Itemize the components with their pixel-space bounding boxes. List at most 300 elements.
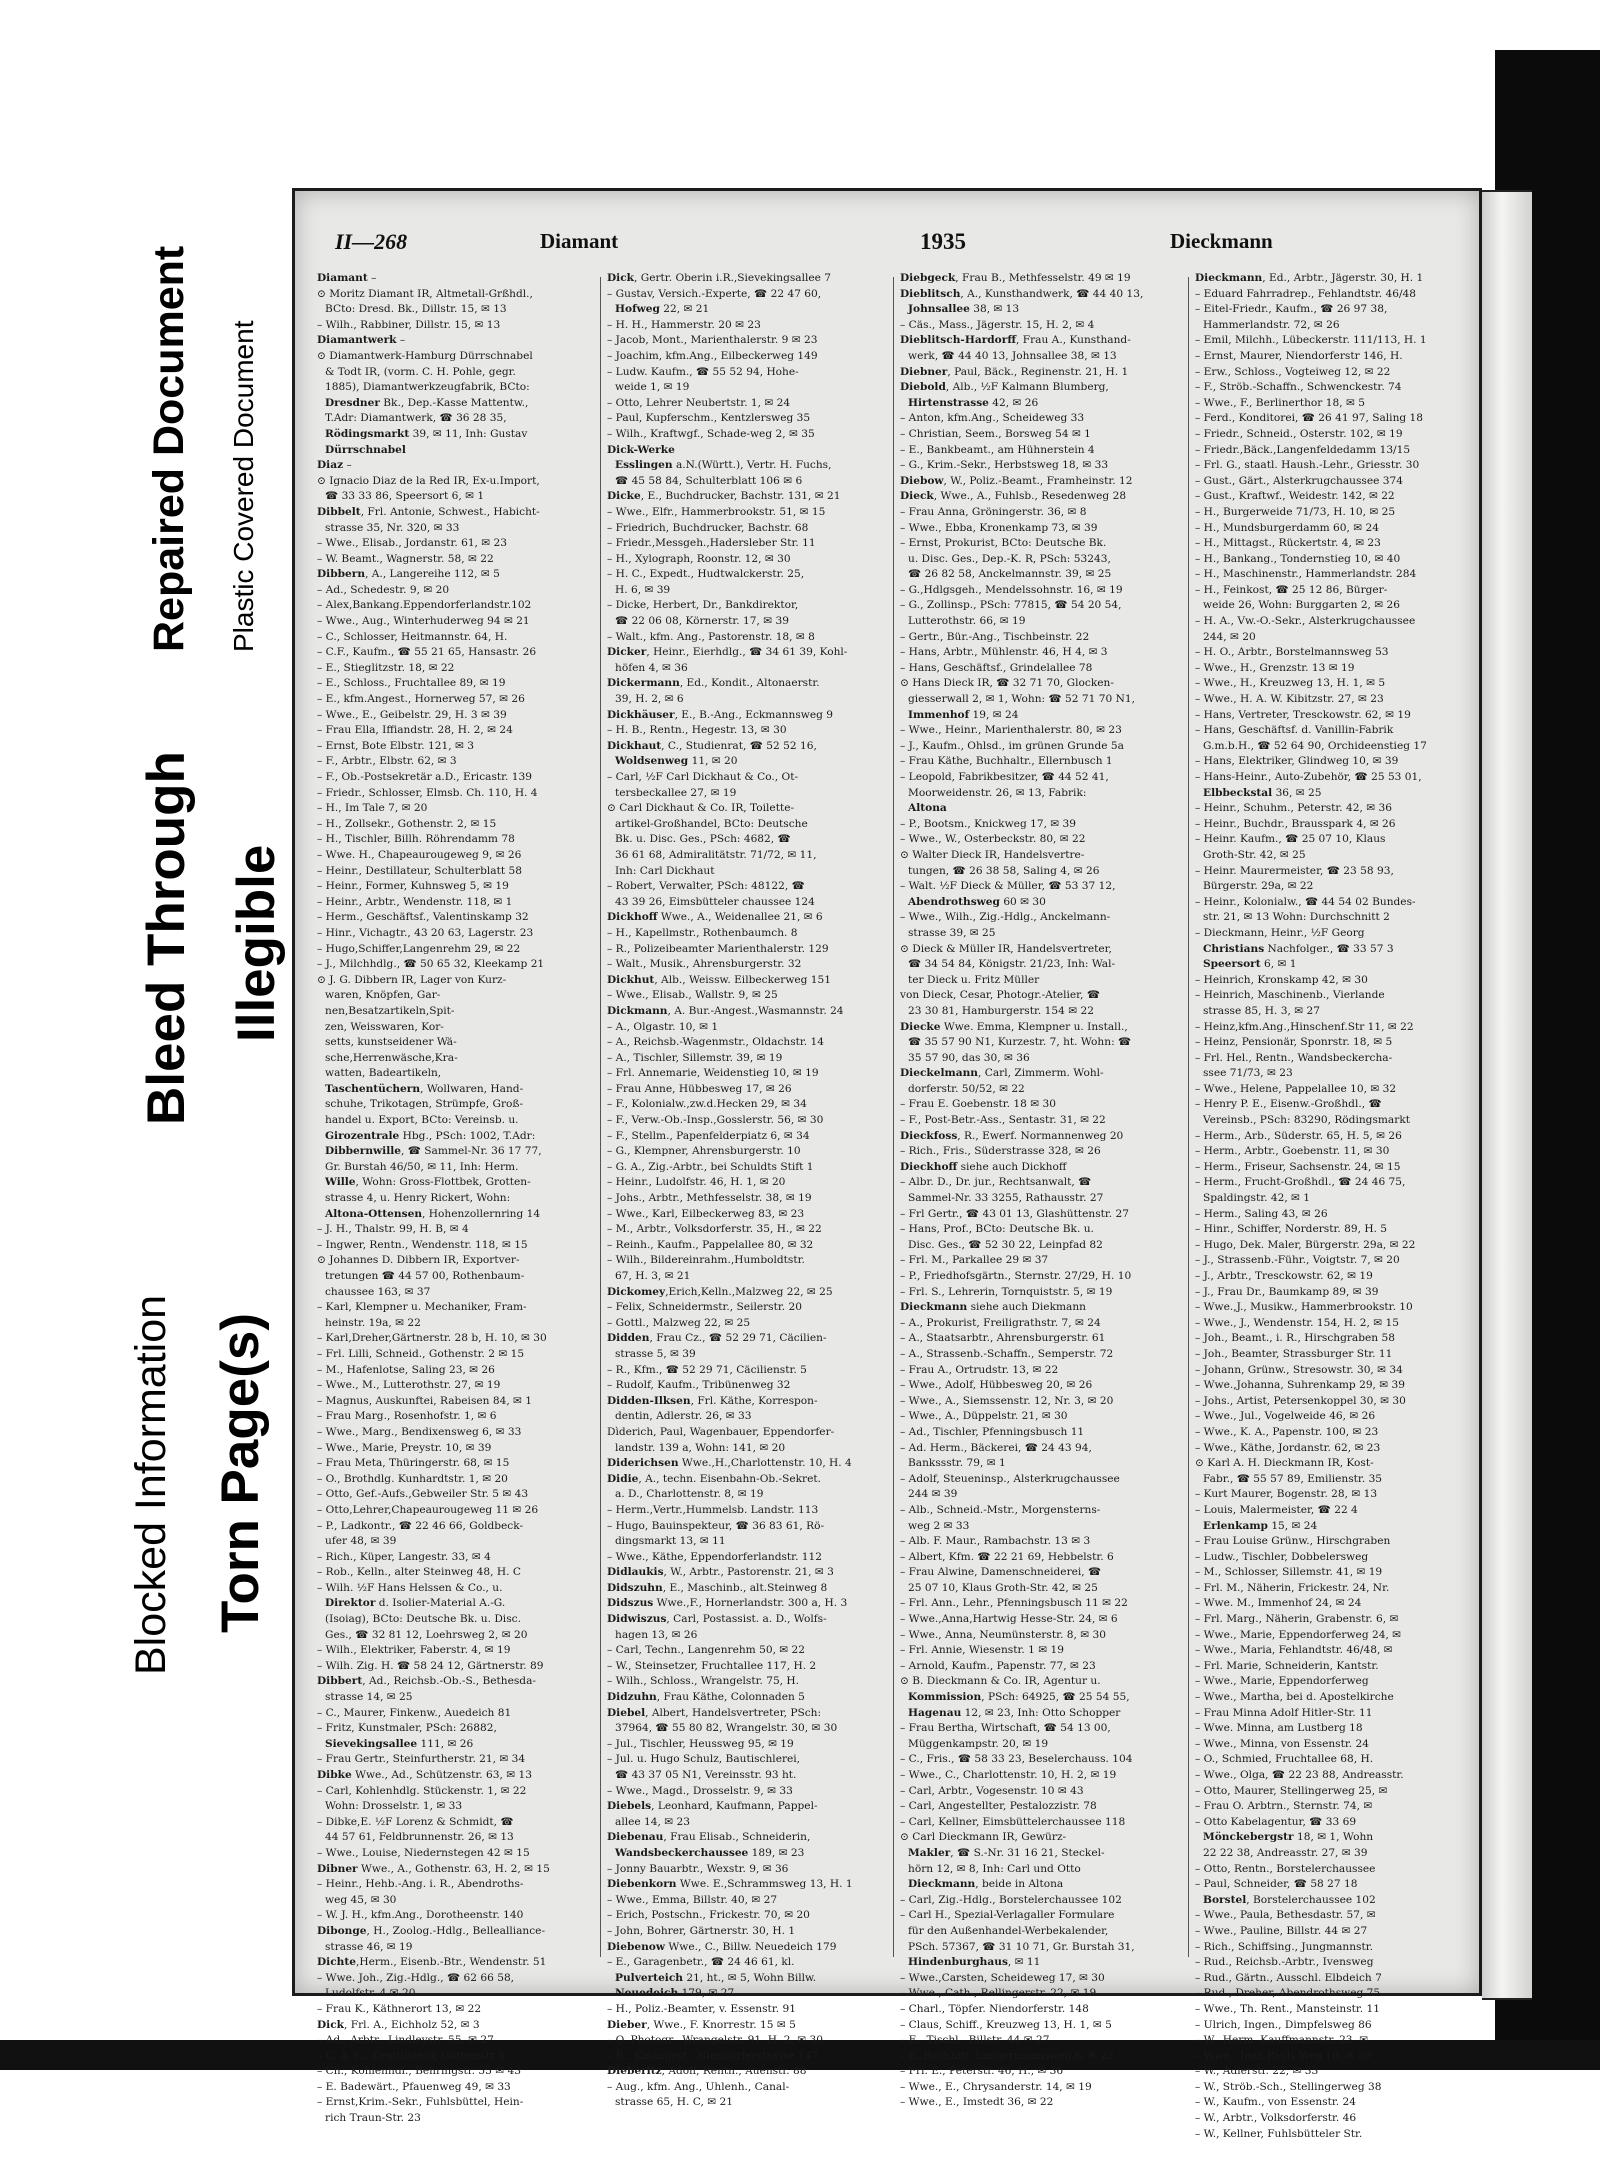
directory-entry-line: – O., Brothdlg. Kunhardtstr. 1, ✉ 20: [317, 1472, 508, 1485]
directory-entry-line: – E. Badewärt., Pfauenweg 49, ✉ 33: [317, 2080, 511, 2093]
directory-entry-line: – Wwe.,Anna,Hartwig Hesse-Str. 24, ✉ 6: [900, 1613, 1118, 1626]
directory-entry-line: – Heinr., Former, Kuhnsweg 5, ✉ 19: [317, 880, 509, 893]
directory-entry-line: Didlaukis, W., Arbtr., Pastorenstr. 21, ✉ 3: [607, 1566, 834, 1579]
directory-entry-line: – P., Bootsm., Knickweg 17, ✉ 39: [900, 817, 1077, 830]
directory-entry-line: watten, Badeartikeln,: [325, 1067, 442, 1080]
directory-entry-line: – Hugo, Bauinspekteur, ☎ 36 83 61, Rö-: [607, 1519, 825, 1532]
directory-entry-line: – Otto Kabelagentur, ☎ 33 69: [1195, 1815, 1357, 1828]
directory-entry-line: – Arnold, Kaufm., Papenstr. 77, ✉ 23: [900, 1659, 1096, 1672]
directory-entry-line: – Wwe., Käthe, Eppendorferlandstr. 112: [607, 1550, 823, 1563]
directory-entry-line: ufer 48, ✉ 39: [325, 1535, 397, 1548]
directory-entry-line: Wohn: Drosselstr. 1, ✉ 33: [325, 1800, 463, 1813]
directory-entry-line: – Heinr., Destillateur, Schulterblatt 58: [317, 864, 522, 877]
directory-entry-line: – Wilh., Bildereinrahm.,Humboldtstr.: [607, 1254, 805, 1267]
directory-entry-line: – Rudolf, Kaufm., Tribünenweg 32: [607, 1379, 791, 1392]
directory-entry-line: (Isoiag), BCto: Deutsche Bk. u. Disc.: [325, 1613, 521, 1626]
directory-entry-line: – F., Arbtr., Elbstr. 62, ✉ 3: [317, 755, 457, 768]
directory-entry-line: – Ernst,Krim.-Sekr., Fuhlsbüttel, Hein-: [317, 2096, 524, 2109]
directory-entry-line: ter Dieck u. Fritz Müller: [908, 973, 1040, 986]
directory-entry-line: – Wwe., Heinr., Marienthalerstr. 80, ✉ 23: [900, 724, 1122, 737]
directory-entry-line: – Ulrich, Ingen., Dimpfelsweg 86: [1195, 2018, 1372, 2031]
directory-entry-line: ssee 71/73, ✉ 23: [1203, 1067, 1293, 1080]
directory-entry-line: ⊙ Dieck & Müller IR, Handelsvertreter,: [900, 942, 1112, 955]
column-2: [607, 271, 885, 2109]
directory-entry-line: Diebenow Wwe., C., Billw. Neuedeich 179: [607, 1940, 837, 1953]
directory-entry-line: Dieck, Wwe., A., Fuhlsb., Resedenweg 28: [900, 490, 1127, 503]
directory-entry-line: – Herm., Arbtr., Goebenstr. 11, ✉ 30: [1195, 1145, 1390, 1158]
directory-entry-line: dingsmarkt 13, ✉ 11: [615, 1535, 726, 1548]
directory-entry-line: – Hugo, Dek. Maler, Bürgerstr. 29a, ✉ 22: [1195, 1238, 1416, 1251]
directory-entry-line: – Wwe., Anna, Neumünsterstr. 8, ✉ 30: [900, 1628, 1106, 1641]
directory-entry-line: – Wwe., Martha, bei d. Apostelkirche: [1195, 1691, 1394, 1704]
directory-entry-line: Dick, Gertr. Oberin i.R.,Sievekingsallee 7: [607, 272, 832, 284]
directory-entry-line: ☎ 35 57 90 N1, Kurzestr. 7, ht. Wohn: ☎: [908, 1036, 1132, 1049]
directory-entry-line: – Wwe., H., Grenzstr. 13 ✉ 19: [1195, 661, 1355, 674]
directory-entry-line: – Wwe., Ebba, Kronenkamp 73, ✉ 39: [900, 521, 1098, 534]
directory-entry-line: – G., Klempner, Ahrensburgerstr. 10: [607, 1145, 801, 1158]
directory-entry-line: ⊙ Hans Dieck IR, ☎ 32 71 70, Glocken-: [900, 677, 1114, 690]
directory-entry-line: – Wwe.,Carsten, Scheideweg 17, ✉ 30: [900, 1971, 1105, 1984]
directory-entry-line: – C. A. C., Destillateur, Gothenstr 6: [317, 2049, 506, 2062]
directory-entry-line: – Rich., Fris., Süderstrasse 328, ✉ 26: [900, 1145, 1101, 1158]
directory-entry-line: – O., Schmied, Fruchtallee 68, H.: [1195, 1753, 1374, 1766]
directory-entry-line: 37964, ☎ 55 80 82, Wrangelstr. 30, ✉ 30: [615, 1722, 838, 1735]
column-rule: [600, 277, 601, 1957]
directory-entry-line: dentin, Adlerstr. 26, ✉ 33: [615, 1410, 752, 1423]
directory-entry-line: – M., Schlosser, Sillemstr. 41, ✉ 19: [1195, 1566, 1383, 1579]
right-running-head: Dieckmann: [1170, 229, 1273, 253]
directory-entry-line: – Frl. Hel., Rentn., Wandsbeckercha-: [1195, 1051, 1393, 1064]
directory-entry-line: – Wwe., H. A. W. Kibitzstr. 27, ✉ 23: [1195, 693, 1384, 706]
directory-entry-line: – Ernst, Bote Elbstr. 121, ✉ 3: [317, 739, 474, 752]
directory-entry-line: – A., Olgastr. 10, ✉ 1: [607, 1020, 719, 1033]
directory-entry-line: rich Traun-Str. 23: [325, 2112, 421, 2125]
directory-entry-line: zen, Weisswaren, Kor-: [325, 1020, 444, 1033]
directory-entry-line: – Carl, Techn., Langenrehm 50, ✉ 22: [607, 1644, 806, 1657]
directory-entry-line: – Emil, Milchh., Lübeckerstr. 111/113, H. 1: [1195, 334, 1427, 347]
directory-entry-line: – Heinr., Arbtr., Wendenstr. 118, ✉ 1: [317, 895, 513, 908]
directory-entry-line: – Heinr. Kaufm., ☎ 25 07 10, Klaus: [1195, 833, 1386, 846]
directory-entry-line: – Wwe., A., Siemssenstr. 12, Nr. 3, ✉ 20: [900, 1394, 1114, 1407]
directory-entry-line: sche,Herrenwäsche,Kra-: [325, 1051, 458, 1064]
directory-entry-line: – Frau Alwine, Damenschneiderei, ☎: [900, 1566, 1102, 1579]
directory-entry-line: – Friedr., Schlosser, Elmsb. Ch. 110, H. 4: [317, 786, 538, 799]
directory-entry-line: – H., Kapellmstr., Rothenbaumch. 8: [607, 926, 798, 939]
directory-entry-line: – Wwe., Emma, Billstr. 40, ✉ 27: [607, 1893, 778, 1906]
directory-entry-line: Dresdner Bk., Dep.-Kasse Mattentw.,: [325, 396, 529, 409]
directory-entry-line: – Hans, Arbtr., Mühlenstr. 46, H 4, ✉ 3: [900, 646, 1108, 659]
directory-entry-line: 36 61 68, Admiralitätstr. 71/72, ✉ 11,: [615, 848, 817, 861]
directory-entry-line: hörn 12, ✉ 8, Inh: Carl und Otto: [908, 1862, 1081, 1875]
directory-entry-line: Dickermann, Ed., Kondit., Altonaerstr.: [607, 677, 820, 690]
directory-entry-line: – Rud., Gärtn., Ausschl. Elbdeich 7: [1195, 1971, 1382, 1984]
directory-entry-line: – John, Bohrer, Gärtnerstr. 30, H. 1: [607, 1924, 796, 1937]
directory-entry-line: – Wwe., Adolf, Hübbesweg 20, ✉ 26: [900, 1379, 1093, 1392]
directory-entry-line: waren, Knöpfen, Gar-: [325, 989, 441, 1002]
directory-entry-line: – Wwe., Minna, von Essenstr. 24: [1195, 1737, 1369, 1750]
directory-entry-line: – W., Kaufm., von Essenstr. 24: [1195, 2096, 1356, 2109]
directory-entry-line: Diecke Wwe. Emma, Klempner u. Install.,: [900, 1020, 1128, 1033]
directory-entry-line: Diaz –: [317, 459, 352, 472]
directory-entry-line: – Frl. M., Näherin, Frickestr. 24, Nr.: [1195, 1581, 1390, 1594]
directory-entry-line: – Wwe., Elisab., Jordanstr. 61, ✉ 23: [317, 537, 508, 550]
directory-entry-line: Pulverteich 21, ht., ✉ 5, Wohn Billw.: [615, 1971, 817, 1984]
directory-entry-line: Dìderich, Paul, Wagenbauer, Eppendorfer-: [607, 1425, 835, 1438]
directory-entry-line: Dieckmann siehe auch Diekmann: [900, 1301, 1086, 1314]
directory-entry-line: – Felix, Schneidermstr., Seilerstr. 20: [607, 1301, 802, 1314]
stamp-blocked-information: Blocked Information: [127, 1294, 175, 1675]
directory-entry-line: – H., Mundsburgerdamm 60, ✉ 24: [1195, 521, 1379, 534]
directory-entry-line: – Frl. E., Peterstr. 46, H., ✉ 36: [900, 2065, 1064, 2078]
directory-entry-line: Diebgeck, Frau B., Methfesselstr. 49 ✉ 19: [900, 272, 1131, 284]
directory-entry-line: – J., Frau Dr., Baumkamp 89, ✉ 39: [1195, 1285, 1379, 1298]
directory-entry-line: T.Adr: Diamantwerk, ☎ 36 28 35,: [325, 412, 507, 425]
directory-entry-line: – Carl, Kellner, Eimsbüttelerchaussee 118: [900, 1815, 1126, 1828]
directory-entry-line: von Dieck, Cesar, Photogr.-Atelier, ☎: [900, 989, 1101, 1002]
directory-entry-line: Sievekingsallee 111, ✉ 26: [325, 1737, 474, 1750]
directory-entry-line: Vereinsb., PSch: 83290, Rödingsmarkt: [1203, 1114, 1410, 1127]
directory-entry-line: – Reinh., Kaufm., Pappelallee 80, ✉ 32: [607, 1238, 814, 1251]
directory-entry-line: – Gustav, Versich.-Experte, ☎ 22 47 60,: [607, 287, 822, 300]
directory-entry-line: Borstel, Borstelerchaussee 102: [1203, 1893, 1376, 1906]
directory-entry-line: – Wwe., Magd., Drosselstr. 9, ✉ 33: [607, 1784, 793, 1797]
directory-entry-line: – H. O., Arbtr., Borstelmannsweg 53: [1195, 646, 1389, 659]
directory-entry-line: – E., Schloss., Fruchtallee 89, ✉ 19: [317, 677, 506, 690]
directory-entry-line: 244 ✉ 39: [908, 1488, 958, 1501]
directory-entry-line: G.m.b.H., ☎ 52 64 90, Orchideenstieg 17: [1203, 739, 1427, 752]
directory-entry-line: – H., Feinkost, ☎ 25 12 86, Bürger-: [1195, 583, 1388, 596]
directory-entry-line: Lutterothstr. 66, ✉ 19: [908, 615, 1026, 628]
directory-entry-line: – G., Krim.-Sekr., Herbstsweg 18, ✉ 33: [900, 459, 1109, 472]
directory-entry-line: – A., Reichsb.-Wagenmstr., Oldachstr. 14: [607, 1036, 825, 1049]
facing-page-edge: [1482, 190, 1532, 2000]
directory-entry-line: weg 45, ✉ 30: [325, 1893, 397, 1906]
directory-entry-line: – F., Verw.-Ob.-Insp.,Gosslerstr. 56, ✉ 30: [607, 1114, 824, 1127]
directory-entry-line: Hindenburghaus, ✉ 11: [908, 1956, 1041, 1969]
directory-entry-line: Dürrschnabel: [325, 443, 406, 456]
directory-entry-line: – A., Prokurist, Freiligrathstr. 7, ✉ 24: [900, 1316, 1101, 1329]
directory-entry-line: Dichte,Herm., Eisenb.-Btr., Wendenstr. 51: [317, 1956, 547, 1969]
directory-entry-line: – Wwe., Helene, Pappelallee 10, ✉ 32: [1195, 1082, 1397, 1095]
directory-entry-line: Rödingsmarkt 39, ✉ 11, Inh: Gustav: [325, 427, 528, 440]
directory-entry-line: schuhe, Trikotagen, Strümpfe, Groß-: [325, 1098, 524, 1111]
directory-entry-line: – Alb. F. Maur., Rambachstr. 13 ✉ 3: [900, 1535, 1091, 1548]
directory-entry-line: – Dieckmann, Heinr., ½F Georg: [1195, 926, 1365, 939]
directory-entry-line: chaussee 163, ✉ 37: [325, 1285, 431, 1298]
directory-entry-line: – Wilh., Kraftwgf., Schade-weg 2, ✉ 35: [607, 427, 815, 440]
directory-entry-line: – Hans, Geschäftsf. d. Vanillin-Fabrik: [1195, 724, 1394, 737]
directory-entry-line: – H., Xylograph, Roonstr. 12, ✉ 30: [607, 552, 791, 565]
directory-entry-line: – Otto, Maurer, Stellingerweg 25, ✉: [1195, 1784, 1388, 1797]
directory-entry-line: – Ch., Kohlenhdl., Behringstr. 55 ✉ 43: [317, 2065, 521, 2078]
directory-entry-line: – E., Tischl., Billstr. 44 ✉ 27: [900, 2034, 1050, 2047]
directory-entry-line: – Otto, Lehrer Neubertstr. 1, ✉ 24: [607, 396, 791, 409]
directory-entry-line: – Wwe., J., Wendenstr. 154, H. 2, ✉ 15: [1195, 1316, 1399, 1329]
directory-entry-line: – Heinr., Schuhm., Peterstr. 42, ✉ 36: [1195, 802, 1392, 815]
directory-entry-line: – Friedrich, Buchdrucker, Bachstr. 68: [607, 521, 809, 534]
directory-entry-line: Neuedeich 179, ✉ 27: [615, 1987, 735, 2000]
directory-entry-line: ☎ 43 37 05 N1, Vereinsstr. 93 ht.: [615, 1769, 797, 1781]
column-1: [317, 271, 592, 2125]
directory-entry-line: – Wwe., Aug., Winterhuderweg 94 ✉ 21: [317, 615, 530, 628]
directory-entry-line: – H., Maschinenstr., Hammerlandstr. 284: [1195, 568, 1417, 581]
directory-entry-line: u. Disc. Ges., Dep.-K. R, PSch: 53243,: [908, 552, 1111, 565]
directory-entry-line: Didszus Wwe.,F., Hornerlandstr. 300 a, H. 3: [607, 1597, 848, 1610]
directory-entry-line: – Karl,Dreher,Gärtnerstr. 28 b, H. 10, ✉ 30: [317, 1332, 547, 1345]
directory-entry-line: – Wwe., Th. Rent., Mansteinstr. 11: [1195, 2002, 1381, 2015]
directory-entry-line: – Heinr., Hehb.-Ang. i. R., Abendroths-: [317, 1878, 524, 1891]
directory-entry-line: – Hinr., Vichagtr., 43 20 63, Lagerstr. 23: [317, 926, 534, 939]
directory-entry-line: – Joh., Beamter, Strassburger Str. 11: [1195, 1347, 1393, 1360]
directory-entry-line: – Wwe., E., Geibelstr. 29, H. 3 ✉ 39: [317, 708, 507, 721]
directory-entry-line: – Ernst, Prokurist, BCto: Deutsche Bk.: [900, 537, 1107, 550]
directory-entry-line: – Hans, Vertreter, Tresckowstr. 62, ✉ 19: [1195, 708, 1411, 721]
directory-entry-line: – J., Milchhdlg., ☎ 50 65 32, Kleekamp 21: [317, 958, 545, 971]
directory-entry-line: – M., Arbtr., Volksdorferstr. 35, H., ✉ 22: [607, 1223, 822, 1236]
directory-entry-line: hagen 13, ✉ 26: [615, 1628, 698, 1641]
directory-entry-line: – E., Garagenbetr., ☎ 24 46 61, kl.: [607, 1956, 795, 1969]
directory-entry-line: – H., Mittagst., Rückertstr. 4, ✉ 23: [1195, 537, 1381, 550]
directory-entry-line: Gr. Burstah 46/50, ✉ 11, Inh: Herm.: [325, 1160, 519, 1173]
directory-entry-line: – Frau Ella, Iffiandstr. 28, H. 2, ✉ 24: [317, 724, 513, 737]
directory-entry-line: – Johs., Arbtr., Methfesselstr. 38, ✉ 19: [607, 1192, 812, 1205]
directory-entry-line: – Wilh., Elektriker, Faberstr. 4, ✉ 19: [317, 1644, 511, 1657]
directory-entry-line: – Wwe., Elisab., Wallstr. 9, ✉ 25: [607, 989, 778, 1002]
directory-entry-line: Diamant –: [317, 272, 377, 284]
directory-entry-line: – W., Arbtr., Volksdorferstr. 46: [1195, 2112, 1357, 2125]
directory-entry-line: Groth-Str. 42, ✉ 25: [1203, 848, 1306, 861]
directory-entry-line: – Wwe., Pauline, Billstr. 44 ✉ 27: [1195, 1924, 1368, 1937]
column-rule: [893, 277, 894, 1957]
directory-entry-line: – Heinrich, Maschinenb., Vierlande: [1195, 989, 1385, 1002]
directory-entry-line: – Frl Gertr., ☎ 43 01 13, Glashüttenstr. 27: [900, 1207, 1130, 1220]
directory-entry-line: Dick, Frl. A., Eichholz 52, ✉ 3: [317, 2018, 480, 2031]
directory-entry-line: – Ingwer, Rentn., Wendenstr. 118, ✉ 15: [317, 1238, 528, 1251]
directory-entry-line: – Frau O. Arbtrn., Sternstr. 74, ✉: [1195, 1800, 1373, 1813]
directory-entry-line: Dieckhoff siehe auch Dickhoff: [900, 1160, 1067, 1173]
directory-entry-line: strasse 5, ✉ 39: [615, 1347, 696, 1360]
directory-entry-line: – Wwe., Jul., Vogelweide 46, ✉ 26: [1195, 1410, 1376, 1423]
directory-entry-line: – Carl H., Spezial-Verlagaller Formulare: [900, 1909, 1115, 1922]
directory-entry-line: – Frau K., Käthnerort 13, ✉ 22: [317, 2002, 482, 2015]
directory-entry-line: – J., Arbtr., Tresckowstr. 62, ✉ 19: [1195, 1270, 1373, 1282]
directory-entry-line: dorferstr. 50/52, ✉ 22: [908, 1082, 1025, 1095]
directory-entry-line: – C., Schlosser, Heitmannstr. 64, H.: [317, 630, 508, 643]
directory-entry-line: Dicker, Heinr., Eierhdlg., ☎ 34 61 39, Kohl-: [607, 646, 848, 659]
stamp-bleed-through: Bleed Through: [137, 751, 196, 1125]
directory-entry-line: Dibke Wwe., Ad., Schützenstr. 63, ✉ 13: [317, 1769, 532, 1781]
directory-entry-line: – H. H., Hammerstr. 20 ✉ 23: [607, 318, 761, 331]
directory-entry-line: – Frau A., Ortrudstr. 13, ✉ 22: [900, 1363, 1059, 1376]
directory-entry-line: Mönckebergstr 18, ✉ 1, Wohn: [1203, 1831, 1374, 1844]
directory-entry-line: Dibbern, A., Langereihe 112, ✉ 5: [317, 568, 500, 581]
directory-entry-line: – Henry P. E., Eisenw.-Großhdl., ☎: [1195, 1098, 1382, 1111]
directory-entry-line: strasse 39, ✉ 25: [908, 926, 996, 939]
directory-entry-line: Diderichsen Wwe.,H.,Charlottenstr. 10, H. 4: [607, 1457, 852, 1470]
directory-entry-line: Altona-Ottensen, Hohenzollernring 14: [325, 1207, 541, 1220]
directory-entry-line: Didszuhn, E., Maschinb., alt.Steinweg 8: [607, 1581, 828, 1594]
directory-entry-line: – W., Herm. Kauffmannstr. 23, ✉: [1195, 2034, 1369, 2047]
directory-entry-line: – Frau Gertr., Steinfurtherstr. 21, ✉ 34: [317, 1753, 526, 1766]
left-running-head: Diamant: [540, 229, 619, 253]
directory-entry-line: – Wwe., Paula, Bethesdastr. 57, ✉: [1195, 1909, 1376, 1922]
directory-entry-line: Dibner Wwe., A., Gothenstr. 63, H. 2, ✉ 15: [317, 1862, 550, 1875]
directory-entry-line: – Gottl., Malzweg 22, ✉ 25: [607, 1316, 751, 1329]
directory-entry-line: – Wwe., Marie, Eppendorferweg: [1195, 1675, 1369, 1688]
directory-entry-line: PSch. 57367, ☎ 31 10 71, Gr. Burstah 31,: [908, 1940, 1135, 1953]
directory-entry-line: – Rich., Küper, Langestr. 33, ✉ 4: [317, 1550, 491, 1563]
directory-entry-line: Didwiszus, Carl, Postassist. a. D., Wolfs-: [607, 1613, 827, 1626]
directory-entry-line: – G.,Hdlgsgeh., Mendelssohnstr. 16, ✉ 19: [900, 583, 1123, 596]
directory-entry-line: Didzuhn, Frau Käthe, Colonnaden 5: [607, 1691, 805, 1704]
directory-entry-line: Esslingen a.N.(Württ.), Vertr. H. Fuchs,: [615, 459, 832, 472]
directory-entry-line: – Otto,Lehrer,Chapeaurougeweg 11 ✉ 26: [317, 1503, 539, 1516]
directory-entry-line: allee 14, ✉ 23: [615, 1815, 690, 1828]
directory-entry-line: setts, kunstseidener Wä-: [325, 1036, 457, 1049]
directory-entry-line: Moorweidenstr. 26, ✉ 13, Fabrik:: [908, 786, 1087, 799]
directory-entry-line: – Alex,Bankang.Eppendorferlandstr.102: [317, 599, 532, 612]
directory-entry-line: – Joh., Beamt., i. R., Hirschgraben 58: [1195, 1332, 1395, 1345]
directory-entry-line: – Rud., Dreher, Abendrothsweg 75: [1195, 1987, 1381, 2000]
directory-entry-line: – Albert, Kfm. ☎ 22 21 69, Hebbelstr. 6: [900, 1550, 1114, 1563]
directory-entry-line: Dieblitsch, A., Kunsthandwerk, ☎ 44 40 13,: [900, 287, 1144, 300]
directory-entry-line: – Frau Minna Adolf Hitler-Str. 11: [1195, 1706, 1373, 1719]
directory-entry-line: – Heinz,kfm.Ang.,Hinschenf.Str 11, ✉ 22: [1195, 1020, 1414, 1033]
directory-entry-line: & Todt IR, (vorm. C. H. Pohle, gegr.: [325, 365, 516, 378]
directory-entry-line: ⊙ Johannes D. Dibbern IR, Exportver-: [317, 1254, 520, 1267]
directory-entry-line: – Wwe. H., Chapeaurougeweg 9, ✉ 26: [317, 848, 522, 861]
directory-entry-line: – Wwe., Käthe, Jordanstr. 62, ✉ 23: [1195, 1441, 1381, 1454]
directory-entry-line: – H. A., Vw.-O.-Sekr., Alsterkrugchaussee: [1195, 615, 1416, 628]
directory-entry-line: Wandsbeckerchaussee 189, ✉ 23: [615, 1846, 805, 1859]
directory-entry-line: Diebel, Albert, Handelsvertreter, PSch:: [607, 1706, 822, 1719]
directory-entry-line: – F., Ob.-Postsekretär a.D., Ericastr. 139: [317, 771, 532, 783]
directory-entry-line: – Adolf, Steueninsp., Alsterkrugchaussee: [900, 1472, 1120, 1485]
directory-entry-line: – Wwe., Olga, ☎ 22 23 88, Andreasstr.: [1195, 1769, 1404, 1781]
directory-entry-line: – Jacob, Mont., Marienthalerstr. 9 ✉ 23: [607, 334, 818, 347]
directory-entry-line: Diamantwerk –: [317, 334, 406, 347]
directory-entry-line: 39, H. 2, ✉ 6: [615, 693, 684, 706]
directory-entry-line: Dick-Werke: [607, 443, 675, 456]
directory-entry-line: strasse 4, u. Henry Rickert, Wohn:: [325, 1192, 511, 1205]
directory-entry-line: – Frau Anna, Gröningerstr. 36, ✉ 8: [900, 505, 1087, 518]
directory-entry-line: – Frau Bertha, Wirtschaft, ☎ 54 13 00,: [900, 1722, 1111, 1735]
directory-entry-line: Dickomey,Erich,Kelln.,Malzweg 22, ✉ 25: [607, 1285, 833, 1298]
directory-entry-line: – Frl. M., Parkallee 29 ✉ 37: [900, 1254, 1049, 1267]
directory-entry-line: – Wwe., Jean Pauls Weg 10, ✉ 39: [1195, 2049, 1372, 2062]
directory-entry-line: – Herm., Frucht-Großhdl., ☎ 24 46 75,: [1195, 1176, 1406, 1189]
directory-entry-line: – Claus, Schiff., Kreuzweg 13, H. 1, ✉ 5: [900, 2018, 1112, 2031]
directory-entry-line: – Ernst, Maurer, Niendorferstr 146, H.: [1195, 349, 1403, 362]
directory-entry-line: Johnsallee 38, ✉ 13: [908, 303, 1020, 316]
directory-entry-line: Diebner, Paul, Bäck., Reginenstr. 21, H. 1: [900, 365, 1129, 378]
directory-entry-line: – Carl, Kohlenhdlg. Stückenstr. 1, ✉ 22: [317, 1784, 527, 1797]
directory-entry-line: Hagenau 12, ✉ 23, Inh: Otto Schopper: [908, 1706, 1121, 1719]
directory-entry-line: – Hans-Heinr., Auto-Zubehör, ☎ 25 53 01,: [1195, 771, 1422, 783]
directory-entry-line: – Frau Anne, Hübbesweg 17, ✉ 26: [607, 1082, 792, 1095]
directory-entry-line: weide 26, Wohn: Burggarten 2, ✉ 26: [1203, 599, 1401, 612]
directory-entry-line: Hirtenstrasse 42, ✉ 26: [908, 396, 1039, 409]
directory-entry-line: – Carl, Angestellter, Pestalozzistr. 78: [900, 1800, 1097, 1813]
directory-entry-line: – Frl. Marg., Näherin, Grabenstr. 6, ✉: [1195, 1613, 1399, 1626]
directory-entry-line: – W., Steinsetzer, Fruchtallee 117, H. 2: [607, 1659, 817, 1672]
directory-entry-line: Bk. u. Disc. Ges., PSch: 4682, ☎: [615, 833, 791, 846]
directory-entry-line: – Wwe., Karl, Eilbeckerweg 83, ✉ 23: [607, 1207, 805, 1220]
directory-entry-line: – Fritz, Kunstmaler, PSch: 26882,: [317, 1722, 497, 1735]
directory-entry-line: – Paul, Kupferschm., Kentzlersweg 35: [607, 412, 811, 425]
directory-entry-line: – Robert, Verwalter, PSch: 48122, ☎: [607, 880, 805, 893]
directory-entry-line: – Wilh. Zig. H. ☎ 58 24 12, Gärtnerstr. 89: [317, 1659, 544, 1672]
directory-entry-line: – Gust., Gärt., Alsterkrugchaussee 374: [1195, 474, 1403, 487]
directory-entry-line: – C., Fris., ☎ 58 33 23, Beselerchauss. 104: [900, 1753, 1133, 1766]
directory-entry-line: – Frl. Annie, Wiesenstr. 1 ✉ 19: [900, 1644, 1064, 1657]
directory-entry-line: ⊙ B. Dieckmann & Co. IR, Agentur u.: [900, 1675, 1101, 1688]
directory-entry-line: – Wwe., Elfr., Hammerbrookstr. 51, ✉ 15: [607, 505, 826, 518]
directory-entry-line: – Walt., Musik., Ahrensburgerstr. 32: [607, 958, 802, 971]
directory-entry-line: 22 22 38, Andreasstr. 27, ✉ 39: [1203, 1846, 1368, 1859]
directory-entry-line: – W., Ströb.-Sch., Stellingerweg 38: [1195, 2080, 1382, 2093]
directory-entry-line: – Eitel-Friedr., Kaufm., ☎ 26 97 38,: [1195, 303, 1388, 316]
directory-entry-line: für den Außenhandel-Werbekalender,: [908, 1924, 1109, 1937]
page-header: [335, 229, 1435, 259]
directory-entry-line: – P., Ladkontr., ☎ 22 46 66, Goldbeck-: [317, 1519, 524, 1532]
directory-entry-line: – Wwe., Marie, Eppendorferweg 24, ✉: [1195, 1628, 1402, 1641]
directory-entry-line: ☎ 45 58 84, Schulterblatt 106 ✉ 6: [615, 474, 803, 487]
directory-entry-line: – Joachim, kfm.Ang., Eilbeckerweg 149: [607, 349, 818, 362]
directory-entry-line: – Ad., Tischler, Pfenningsbusch 11: [900, 1425, 1085, 1438]
directory-entry-line: Disc. Ges., ☎ 52 30 22, Leinpfad 82: [908, 1238, 1103, 1251]
directory-entry-line: – Heinr., Kolonialw., ☎ 44 54 02 Bundes-: [1195, 895, 1416, 908]
directory-entry-line: 44 57 61, Feldbrunnenstr. 26, ✉ 13: [325, 1831, 514, 1844]
directory-entry-line: – Otto, Gef.-Aufs.,Gebweiler Str. 5 ✉ 43: [317, 1488, 529, 1501]
directory-entry-line: Inh: Carl Dickhaut: [615, 864, 715, 877]
directory-entry-line: – Wwe., E., Chrysanderstr. 14, ✉ 19: [900, 2080, 1092, 2093]
directory-entry-line: – Wilh. ½F Hans Helssen & Co., u.: [317, 1581, 503, 1594]
directory-entry-line: Didden, Frau Cz., ☎ 52 29 71, Cäcilien-: [607, 1332, 827, 1345]
directory-entry-line: – Kurt Maurer, Bogenstr. 28, ✉ 13: [1195, 1488, 1378, 1501]
directory-entry-line: Didie, A., techn. Eisenbahn-Ob.-Sekret.: [607, 1472, 822, 1485]
directory-entry-line: – Jul., Tischler, Heussweg 95, ✉ 19: [607, 1737, 794, 1750]
directory-entry-line: Woldsenweg 11, ✉ 20: [615, 755, 738, 768]
directory-entry-line: BCto: Dresd. Bk., Dillstr. 15, ✉ 13: [325, 303, 507, 316]
column-3: [900, 271, 1180, 2109]
directory-entry-line: – Herm., Friseur, Sachsenstr. 24, ✉ 15: [1195, 1160, 1401, 1173]
directory-entry-line: 25 07 10, Klaus Groth-Str. 42, ✉ 25: [908, 1581, 1098, 1594]
column-rule: [1188, 277, 1189, 1957]
directory-entry-line: – Carl, ½F Carl Dickhaut & Co., Ot-: [607, 771, 799, 783]
directory-entry-line: – Wilh., Rabbiner, Dillstr. 15, ✉ 13: [317, 318, 501, 331]
directory-entry-line: – W., Adlerstr. 22, ✉ 33: [1195, 2065, 1319, 2078]
directory-entry-line: Müggenkampstr. 20, ✉ 19: [908, 1737, 1049, 1750]
directory-entry-line: Erlenkamp 15, ✉ 24: [1203, 1519, 1318, 1532]
directory-entry-line: – E., kfm.Angest., Hornerweg 57, ✉ 26: [317, 693, 525, 706]
directory-entry-line: weg 2 ✉ 33: [908, 1519, 970, 1532]
directory-entry-line: – Frl. S., Lehrerin, Tornquiststr. 5, ✉ 19: [900, 1285, 1113, 1298]
directory-entry-line: – Hans, Elektriker, Glindweg 10, ✉ 39: [1195, 755, 1399, 768]
directory-entry-line: – Anton, kfm.Ang., Scheideweg 33: [900, 412, 1085, 425]
directory-entry-line: ⊙ Carl Dickhaut & Co. IR, Toilette-: [607, 802, 795, 815]
directory-entry-line: Sammel-Nr. 33 3255, Rathausstr. 27: [908, 1192, 1104, 1205]
directory-entry-line: – Frau Käthe, Buchhaltr., Ellernbusch 1: [900, 755, 1113, 768]
directory-entry-line: Dickhäuser, E., B.-Ang., Eckmannsweg 9: [607, 708, 833, 721]
directory-entry-line: – Ferd., Konditorei, ☎ 26 41 97, Saling 18: [1195, 412, 1424, 425]
directory-entry-line: – Louis, Malermeister, ☎ 22 4: [1195, 1503, 1358, 1516]
directory-entry-line: – Herm., Geschäftsf., Valentinskamp 32: [317, 911, 529, 924]
directory-entry-line: ☎ 26 82 58, Anckelmannstr. 39, ✉ 25: [908, 568, 1112, 581]
directory-entry-line: ⊙ Walter Dieck IR, Handelsvertre-: [900, 848, 1085, 861]
directory-entry-line: – E., Bankbeamt., am Hühnerstein 4: [900, 443, 1095, 456]
directory-entry-line: a. D., Charlottenstr. 8, ✉ 19: [615, 1488, 764, 1501]
